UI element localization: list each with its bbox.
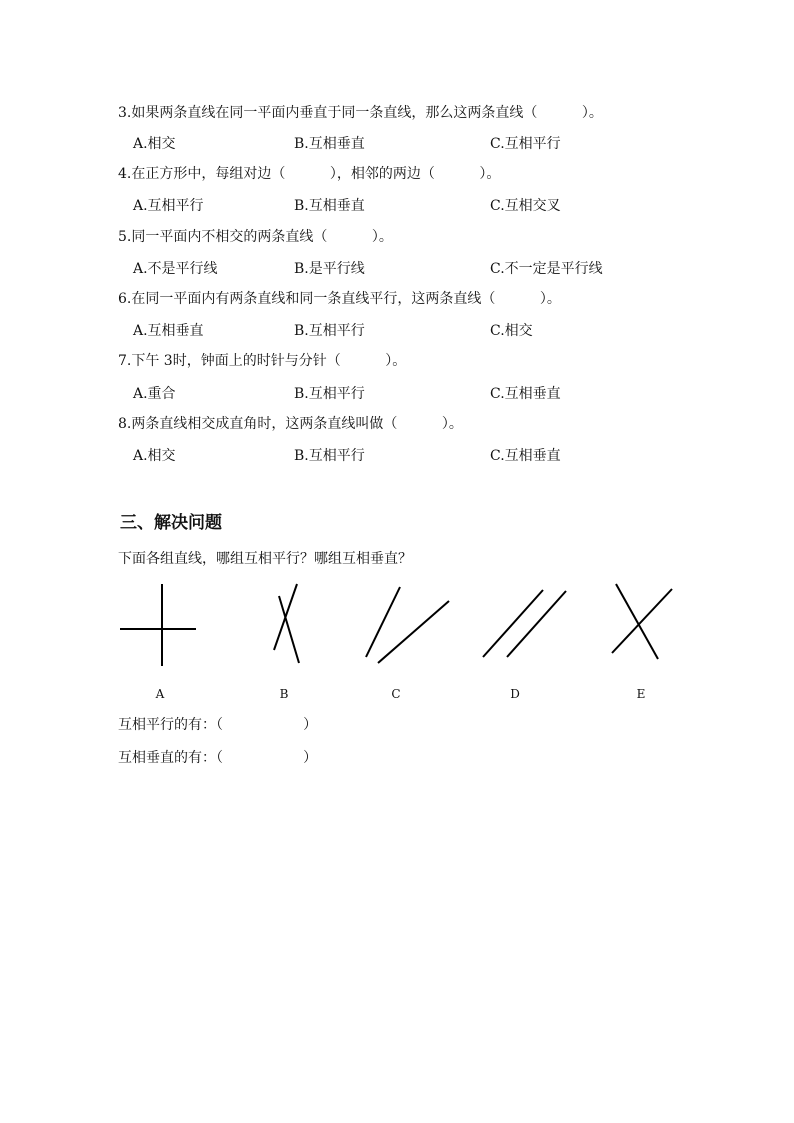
- question-5-option-c: C.不一定是平行线: [490, 261, 603, 277]
- figure-label-b: B: [279, 687, 289, 701]
- question-7-option-c: C.互相垂直: [490, 386, 561, 402]
- figure-label-a: A: [155, 687, 165, 701]
- question-3-option-b: B.互相垂直: [294, 136, 365, 152]
- question-4-option-a: A.互相平行: [133, 198, 204, 214]
- answer-perpendicular: 互相垂直的有：（ ）: [118, 750, 318, 766]
- question-4-option-c: C.互相交叉: [490, 198, 561, 214]
- figure-b: [274, 584, 299, 663]
- question-8-option-c: C.互相垂直: [490, 448, 561, 464]
- figure-c-line-1: [366, 587, 400, 657]
- section-prompt: 下面各组直线，哪组互相平行？哪组互相垂直？: [118, 551, 412, 567]
- question-3-option-c: C.互相平行: [490, 136, 561, 152]
- question-5-option-a: A.不是平行线: [133, 261, 218, 277]
- question-4: 4.在正方形中，每组对边（ ），相邻的两边（ ）。: [118, 166, 501, 182]
- answer-parallel: 互相平行的有：（ ）: [118, 717, 318, 733]
- question-3-option-a: A.相交: [133, 136, 176, 152]
- question-6-option-b: B.互相平行: [294, 323, 365, 339]
- question-7-option-b: B.互相平行: [294, 386, 365, 402]
- figure-c: [366, 587, 449, 663]
- question-5: 5.同一平面内不相交的两条直线（ ）。: [118, 229, 393, 245]
- figure-e-line-1: [616, 584, 658, 659]
- figure-d: [483, 590, 566, 657]
- figure-d-line-1: [483, 590, 543, 657]
- figure-d-line-2: [507, 591, 566, 657]
- figure-label-d: D: [510, 687, 520, 701]
- question-5-option-b: B.是平行线: [294, 261, 365, 277]
- question-6-option-c: C.相交: [490, 323, 533, 339]
- question-8-option-a: A.相交: [133, 448, 176, 464]
- question-7-option-a: A.重合: [133, 386, 176, 402]
- figure-e: [612, 584, 672, 659]
- figure-e-line-2: [612, 589, 672, 653]
- question-7: 7.下午 3时，钟面上的时针与分针（ ）。: [118, 353, 407, 369]
- question-4-option-b: B.互相垂直: [294, 198, 365, 214]
- question-6: 6.在同一平面内有两条直线和同一条直线平行，这两条直线（ ）。: [118, 291, 561, 307]
- question-3: 3.如果两条直线在同一平面内垂直于同一条直线，那么这两条直线（ ）。: [118, 105, 603, 121]
- question-6-option-a: A.互相垂直: [133, 323, 204, 339]
- figure-label-e: E: [636, 687, 646, 701]
- figure-label-c: C: [391, 687, 401, 701]
- question-8-option-b: B.互相平行: [294, 448, 365, 464]
- section-title: 三、解决问题: [120, 513, 222, 533]
- question-8: 8.两条直线相交成直角时，这两条直线叫做（ ）。: [118, 416, 463, 432]
- figure-a: [120, 584, 196, 666]
- line-figures: [0, 578, 794, 678]
